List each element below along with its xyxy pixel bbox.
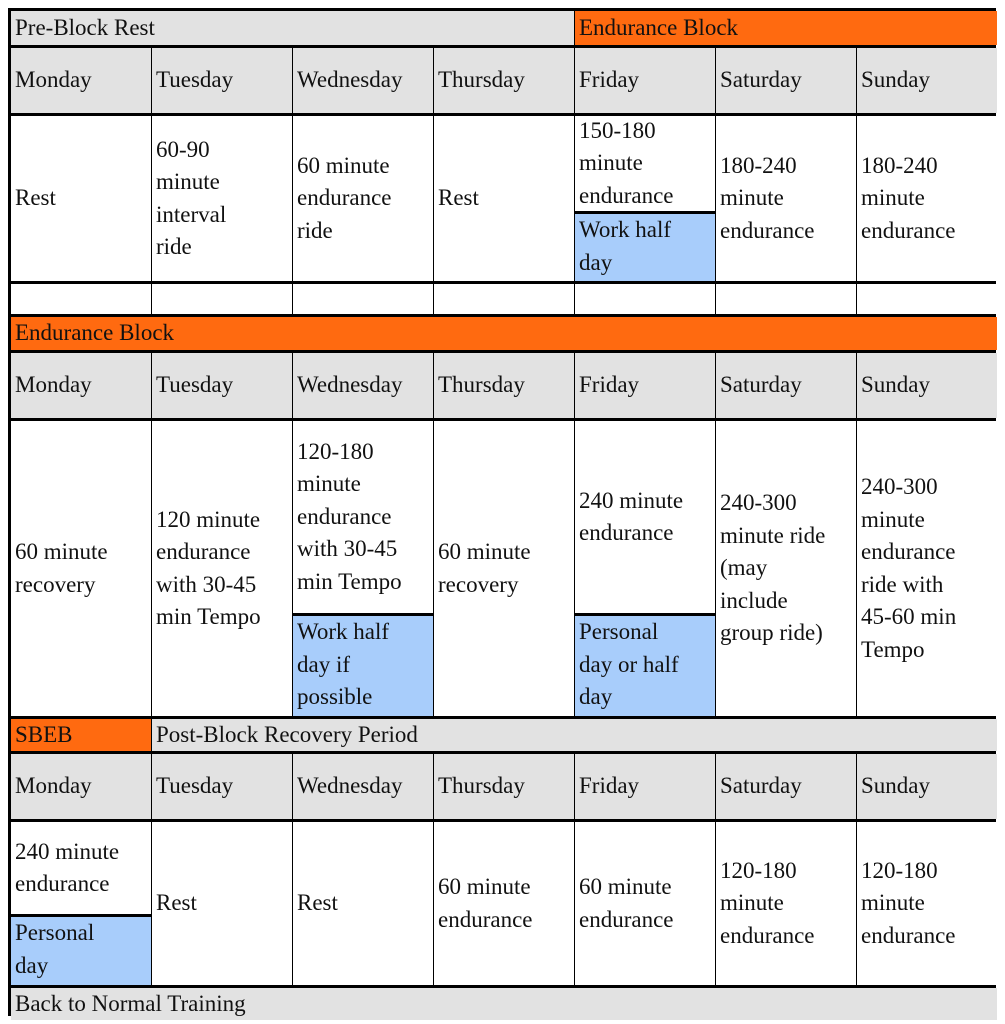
cell-b2-friday-note: Personal day or half day [575, 616, 715, 716]
cell-b1-saturday: 180-240 minute endurance [716, 116, 856, 281]
day-header-tuesday-3: Tuesday [152, 754, 292, 819]
cell-b1-sunday: 180-240 minute endurance [857, 116, 997, 281]
day-header-thursday-3: Thursday [434, 754, 574, 819]
spacer-cell [293, 284, 433, 314]
cell-b3-monday [11, 822, 151, 985]
day-header-friday-2: Friday [575, 353, 715, 418]
cell-b2-wednesday-activity: 120-180 minute endurance with 30-45 min Tempo [293, 421, 433, 613]
day-header-wednesday-3: Wednesday [293, 754, 433, 819]
cell-b1-monday: Rest [11, 116, 151, 281]
cell-b2-friday [575, 421, 715, 716]
day-header-tuesday-1: Tuesday [152, 48, 292, 113]
pre-block-rest-header: Pre-Block Rest [11, 11, 574, 45]
day-header-saturday-1: Saturday [716, 48, 856, 113]
training-schedule-table [8, 8, 996, 1016]
day-header-wednesday-1: Wednesday [293, 48, 433, 113]
cell-b1-tuesday: 60-90 minute interval ride [152, 116, 292, 281]
cell-b3-wednesday: Rest [293, 822, 433, 985]
cell-b2-tuesday: 120 minute endurance with 30-45 min Tempo [152, 421, 292, 716]
spacer-cell [152, 284, 292, 314]
spacer-cell [716, 284, 856, 314]
day-header-monday-3: Monday [11, 754, 151, 819]
day-header-friday-3: Friday [575, 754, 715, 819]
cell-b3-saturday: 120-180 minute endurance [716, 822, 856, 985]
day-header-thursday-2: Thursday [434, 353, 574, 418]
day-header-thursday-1: Thursday [434, 48, 574, 113]
cell-b3-monday-note: Personal day [11, 917, 151, 985]
day-header-tuesday-2: Tuesday [152, 353, 292, 418]
cell-b3-tuesday: Rest [152, 822, 292, 985]
cell-b2-monday: 60 minute recovery [11, 421, 151, 716]
cell-b1-friday-activity: 150-180 minute endurance [575, 116, 715, 211]
cell-b1-wednesday: 60 minute endurance ride [293, 116, 433, 281]
day-header-monday-1: Monday [11, 48, 151, 113]
sbeb-header: SBEB [11, 719, 151, 751]
day-header-sunday-2: Sunday [857, 353, 997, 418]
cell-b2-sunday: 240-300 minute endurance ride with 45-60 min Tempo [857, 421, 997, 716]
spacer-cell [434, 284, 574, 314]
endurance-block-header-2: Endurance Block [11, 317, 997, 350]
endurance-block-header-1: Endurance Block [575, 11, 997, 45]
spacer-cell [11, 284, 151, 314]
day-header-saturday-2: Saturday [716, 353, 856, 418]
day-header-sunday-1: Sunday [857, 48, 997, 113]
cell-b3-thursday: 60 minute endurance [434, 822, 574, 985]
cell-b3-friday: 60 minute endurance [575, 822, 715, 985]
day-header-friday-1: Friday [575, 48, 715, 113]
day-header-saturday-3: Saturday [716, 754, 856, 819]
post-block-recovery-header: Post-Block Recovery Period [152, 719, 997, 751]
cell-b3-monday-activity: 240 minute endurance [11, 822, 151, 914]
day-header-monday-2: Monday [11, 353, 151, 418]
day-header-wednesday-2: Wednesday [293, 353, 433, 418]
cell-b1-thursday: Rest [434, 116, 574, 281]
cell-b2-wednesday-note: Work half day if possible [293, 616, 433, 716]
cell-b2-wednesday [293, 421, 433, 716]
cell-b2-friday-activity: 240 minute endurance [575, 421, 715, 613]
spacer-cell [857, 284, 997, 314]
cell-b1-friday [575, 116, 715, 281]
spacer-cell [575, 284, 715, 314]
day-header-sunday-3: Sunday [857, 754, 997, 819]
cell-b1-friday-note: Work half day [575, 214, 715, 281]
cell-b2-saturday: 240-300 minute ride (may include group ride) [716, 421, 856, 716]
back-to-normal-footer: Back to Normal Training [11, 988, 997, 1020]
cell-b3-sunday: 120-180 minute endurance [857, 822, 997, 985]
cell-b2-thursday: 60 minute recovery [434, 421, 574, 716]
